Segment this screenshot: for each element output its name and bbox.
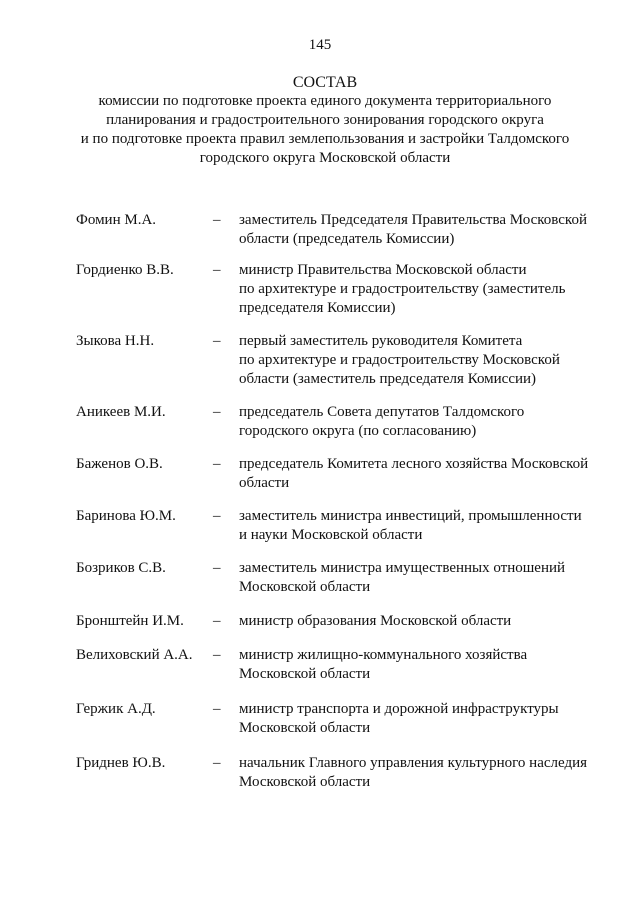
dash-separator: – xyxy=(213,456,221,472)
dash-separator: – xyxy=(213,212,221,228)
member-role xyxy=(239,754,609,792)
member-role-line: министр образования Московской области xyxy=(239,613,512,629)
member-role-line: министр транспорта и дорожной инфраструктуры xyxy=(239,701,559,717)
member-role-line: области (заместитель председателя Комиссии) xyxy=(239,371,537,387)
member-role xyxy=(239,332,609,389)
header-line: комиссии по подготовке проекта единого документа территориального xyxy=(98,93,552,109)
member-role-line: заместитель Председателя Правительства Московской xyxy=(239,212,587,228)
member-role-line: первый заместитель руководителя Комитета xyxy=(239,333,523,349)
header-line: городского округа Московской области xyxy=(199,150,451,166)
dash-separator: – xyxy=(213,647,221,663)
member-role xyxy=(239,612,609,631)
member-role xyxy=(239,646,609,684)
member-row xyxy=(0,211,640,249)
member-row xyxy=(0,455,640,493)
member-role-line: председателя Комиссии) xyxy=(239,300,396,316)
member-role-line: министр Правительства Московской области xyxy=(239,262,527,278)
member-row xyxy=(0,646,640,684)
member-role xyxy=(239,455,609,493)
member-role xyxy=(239,403,609,441)
member-row xyxy=(0,403,640,441)
dash-separator: – xyxy=(213,262,221,278)
member-role-line: председатель Комитета лесного хозяйства Московской xyxy=(239,456,589,472)
member-role-line: заместитель министра инвестиций, промышленности xyxy=(239,508,582,524)
member-role xyxy=(239,261,609,318)
member-role-line: области xyxy=(239,475,290,491)
member-role-line: председатель Совета депутатов Талдомского xyxy=(239,404,525,420)
member-role-line: Московской области xyxy=(239,774,371,790)
document-header xyxy=(60,73,590,168)
dash-separator: – xyxy=(213,333,221,349)
member-role-line: Московской области xyxy=(239,579,371,595)
page-number: 145 xyxy=(308,37,332,53)
member-name: Гордиенко В.В. xyxy=(76,262,174,278)
member-name: Гриднев Ю.В. xyxy=(76,755,166,771)
member-role xyxy=(239,507,609,545)
member-role-line: и науки Московской области xyxy=(239,527,423,543)
document-title: СОСТАВ xyxy=(292,74,358,91)
member-row xyxy=(0,754,640,792)
dash-separator: – xyxy=(213,560,221,576)
member-row xyxy=(0,612,640,631)
member-name: Велиховский А.А. xyxy=(76,647,193,663)
member-row xyxy=(0,559,640,597)
member-role-line: области (председатель Комиссии) xyxy=(239,231,455,247)
member-row xyxy=(0,261,640,318)
member-role xyxy=(239,211,609,249)
member-role-line: по архитектуре и градостроительству (заместитель xyxy=(239,281,566,297)
member-name: Гержик А.Д. xyxy=(76,701,156,717)
member-role-line: по архитектуре и градостроительству Московской xyxy=(239,352,560,368)
header-line: и по подготовке проекта правил землепользования и застройки Талдомского xyxy=(80,131,570,147)
member-name: Зыкова Н.Н. xyxy=(76,333,155,349)
member-name: Баринова Ю.М. xyxy=(76,508,176,524)
dash-separator: – xyxy=(213,613,221,629)
member-role-line: Московской области xyxy=(239,720,371,736)
member-name: Баженов О.В. xyxy=(76,456,163,472)
member-name: Фомин М.А. xyxy=(76,212,157,228)
member-name: Бронштейн И.М. xyxy=(76,613,184,629)
member-row xyxy=(0,507,640,545)
member-role-line: министр жилищно-коммунального хозяйства xyxy=(239,647,528,663)
member-name: Бозриков С.В. xyxy=(76,560,166,576)
dash-separator: – xyxy=(213,755,221,771)
header-line: планирования и градостроительного зонирования городского округа xyxy=(106,112,544,128)
dash-separator: – xyxy=(213,701,221,717)
member-name: Аникеев М.И. xyxy=(76,404,166,420)
member-row xyxy=(0,700,640,738)
member-role xyxy=(239,700,609,738)
dash-separator: – xyxy=(213,404,221,420)
member-role xyxy=(239,559,609,597)
dash-separator: – xyxy=(213,508,221,524)
member-row xyxy=(0,332,640,389)
member-role-line: городского округа (по согласованию) xyxy=(239,423,477,439)
member-role-line: Московской области xyxy=(239,666,371,682)
member-role-line: начальник Главного управления культурного наследия xyxy=(239,755,588,771)
member-role-line: заместитель министра имущественных отношений xyxy=(239,560,566,576)
